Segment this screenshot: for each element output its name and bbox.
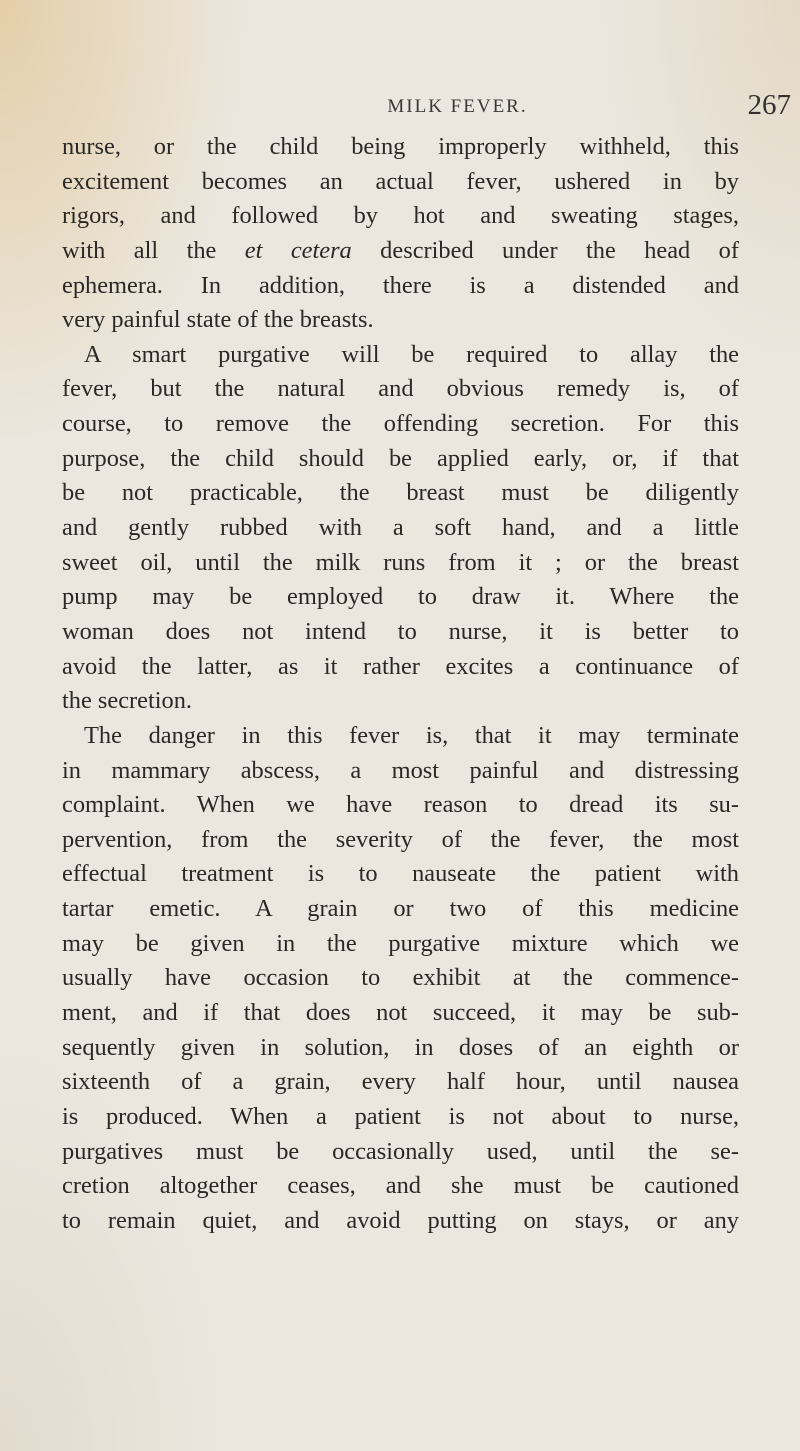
text-line: is produced. When a patient is not about to nurse,: [62, 1102, 739, 1130]
text-line: cretion altogether ceases, and she must be cautioned: [62, 1172, 739, 1200]
text-line: ment, and if that does not succeed, it may be sub-: [62, 999, 739, 1027]
text-line: be not practicable, the breast must be diligently: [62, 479, 739, 507]
text-line: purgatives must be occasionally used, until the se-: [62, 1137, 739, 1165]
text-line: the secretion.: [62, 687, 193, 715]
text-line: sequently given in solution, in doses of an eighth or: [62, 1033, 739, 1061]
text-line: and gently rubbed with a soft hand, and a little: [62, 514, 739, 542]
text-line: A smart purgative will be required to allay the: [84, 340, 739, 368]
text-line: to remain quiet, and avoid putting on stays, or any: [62, 1206, 739, 1234]
text-line: very painful state of the breasts.: [62, 306, 374, 334]
text-line: may be given in the purgative mixture which we: [62, 929, 739, 957]
running-title: MILK FEVER.: [387, 96, 528, 117]
text-line: tartar emetic. A grain or two of this medicine: [62, 895, 739, 923]
text-line: avoid the latter, as it rather excites a continuance of: [62, 652, 739, 680]
text-line: purpose, the child should be applied early, or, if that: [62, 444, 739, 472]
text-line: rigors, and followed by hot and sweating stages,: [62, 202, 739, 230]
text-run: described under the head of: [351, 236, 739, 264]
text-line: ephemera. In addition, there is a distended and: [62, 271, 739, 299]
page-number: 267: [747, 89, 791, 121]
text-line: complaint. When we have reason to dread its su-: [62, 791, 739, 819]
text-run: with all the: [62, 236, 245, 264]
body-text: [62, 130, 739, 1239]
text-line: The danger in this fever is, that it may terminate: [84, 721, 739, 749]
text-line: fever, but the natural and obvious remedy is, of: [62, 375, 739, 403]
text-line: sweet oil, until the milk runs from it ; or the breast: [62, 548, 739, 576]
text-line: woman does not intend to nurse, it is better to: [62, 617, 739, 645]
text-line: course, to remove the offending secretion. For this: [62, 410, 739, 438]
text-line: usually have occasion to exhibit at the commence-: [62, 964, 739, 992]
text-line: [62, 234, 739, 269]
text-line: pervention, from the severity of the fever, the most: [62, 825, 739, 853]
italic-phrase: et cetera: [244, 236, 352, 264]
text-line: in mammary abscess, a most painful and distressing: [62, 756, 739, 784]
text-line: effectual treatment is to nauseate the patient with: [62, 860, 739, 888]
text-line: pump may be employed to draw it. Where the: [62, 583, 739, 611]
running-head: [60, 89, 795, 132]
text-line: nurse, or the child being improperly withheld, this: [62, 133, 739, 160]
text-line: excitement becomes an actual fever, ushered in by: [62, 167, 739, 195]
text-line: sixteenth of a grain, every half hour, until nausea: [62, 1068, 739, 1096]
